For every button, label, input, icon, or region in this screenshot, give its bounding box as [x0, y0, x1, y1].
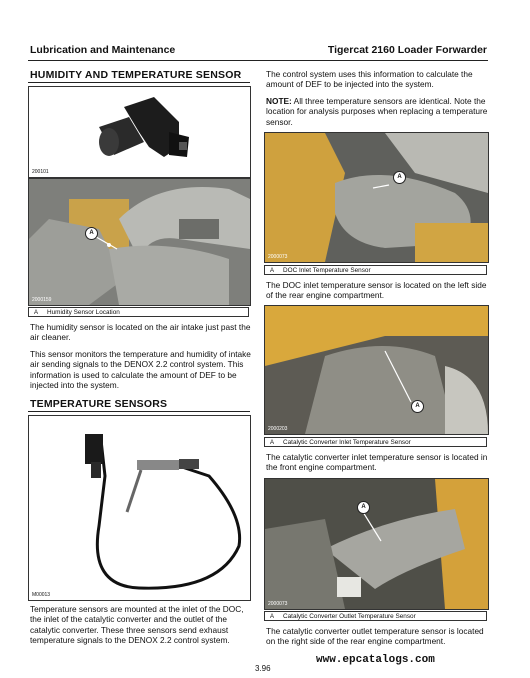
figure-id: 2000203 [268, 426, 288, 432]
header-divider [28, 60, 488, 61]
paragraph: The humidity sensor is located on the air intake just past the air cleaner. [30, 322, 251, 343]
paragraph: The DOC inlet temperature sensor is located on the left side of the rear engine compartment. [266, 280, 487, 301]
heading-humidity-sensor: HUMIDITY AND TEMPERATURE SENSOR [30, 69, 242, 81]
paragraph: This sensor monitors the temperature and humidity of intake air sending signals to the DENOX 2.2 control system. This information is used to calculate the amount of DEF to be injected into the system. [30, 349, 251, 390]
note-label: NOTE: [266, 96, 292, 106]
figure-id: 2000073 [268, 254, 288, 260]
callout-a: A [393, 171, 406, 184]
header-machine-title: Tigercat 2160 Loader Forwarder [327, 44, 487, 56]
header-section-title: Lubrication and Maintenance [30, 44, 176, 56]
figure-id: 2000073 [268, 601, 288, 607]
cat-converter-inlet-sensor-photo [264, 305, 489, 435]
humidity-sensor-location-photo [28, 178, 251, 306]
figure-caption: A Humidity Sensor Location [28, 307, 249, 317]
heading-temperature-sensors: TEMPERATURE SENSORS [30, 398, 168, 410]
figure-caption: A Catalytic Converter Inlet Temperature Sensor [264, 437, 487, 447]
figure-caption: A Catalytic Converter Outlet Temperature Sensor [264, 611, 487, 621]
paragraph: The control system uses this information to calculate the amount of DEF to be injected into the system. [266, 69, 473, 90]
figure-id: M00013 [32, 592, 51, 598]
figure-id: 200101 [32, 169, 49, 175]
watermark-link[interactable]: www.epcatalogs.com [316, 654, 435, 666]
caption-marker: A [270, 614, 275, 620]
paragraph: The catalytic converter outlet temperature sensor is located on the right side of the rear engine compartment. [266, 626, 484, 647]
page-number: 3.96 [255, 664, 271, 673]
figure-caption: A DOC Inlet Temperature Sensor [264, 265, 487, 275]
figure-id: 2000159 [32, 297, 52, 303]
caption-marker: A [270, 440, 275, 446]
caption-marker: A [34, 310, 39, 316]
temperature-sensor-photo [28, 415, 251, 601]
note-paragraph: NOTE: All three temperature sensors are identical. Note the location for analysis purposes when replacing a temperature sensor. [266, 96, 488, 127]
paragraph: Temperature sensors are mounted at the inlet of the DOC, the inlet of the catalytic converter and the outlet of the catalytic converter. These three sensors send exhaust temperature signals to the DENOX 2.2 control system. [30, 604, 244, 645]
caption-marker: A [270, 268, 275, 274]
cat-converter-outlet-sensor-photo [264, 478, 489, 610]
callout-a: A [357, 501, 370, 514]
callout-a: A [411, 400, 424, 413]
humidity-sensor-photo [28, 86, 251, 178]
callout-a: A [85, 227, 98, 240]
doc-inlet-sensor-photo [264, 132, 489, 263]
paragraph: The catalytic converter inlet temperature sensor is located in the front engine compartment. [266, 452, 488, 473]
heading-underline [28, 82, 250, 83]
heading-underline [28, 411, 250, 412]
